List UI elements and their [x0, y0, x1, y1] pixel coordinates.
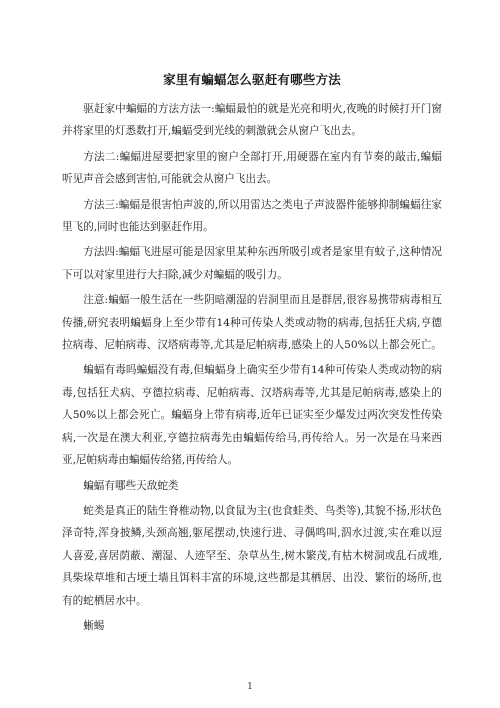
page-number: 1: [247, 682, 253, 692]
paragraph-snakes: 蛇类是真正的陆生脊椎动物,以食鼠为主(也食蛙类、鸟类等),其貌不扬,形状色泽奇特,浑身披鳞,头颈高翘,躯尾摆动,快速行进、寻偶鸣叫,泅水过渡,实在难以逗人喜爱,喜居荫蔽、潮湿、人迹罕至、杂草丛生,树木繁茂,有枯木树洞或乱石成堆,具柴垛草堆和古埂土墙且饵料丰富的环境,这些都是其栖居、出没、繁衍的场所,也有的蛇栖居水中。: [62, 504, 442, 607]
paragraph-method-four: 方法四:蝙蝠飞进屋可能是因家里某种东西所吸引或者是家里有蚊子,这种情况下可以对家里进行大扫除,减少对蝙蝠的吸引力。: [62, 246, 442, 281]
document-title: 家里有蝙蝠怎么驱赶有哪些方法: [163, 72, 341, 87]
paragraph-note: 注意:蝙蝠一般生活在一些阴暗潮湿的岩洞里而且是群居,很容易携带病毒相互传播,研究表明蝙蝠身上至少带有14种可传染人类或动物的病毒,包括狂犬病,亨德拉病毒、尼帕病毒、汉塔病毒等,尤其是尼帕病毒,感染上的人50%以上都会死亡。: [62, 294, 442, 352]
paragraph-method-one: 驱赶家中蝙蝠的方法方法一:蝙蝠最怕的就是光亮和明火,夜晚的时候打开门窗并将家里的灯悉数打开,蝙蝠受到光线的刺激就会从窗户飞出去。: [62, 103, 442, 138]
paragraph-lizards: 蜥蜴: [83, 619, 105, 632]
paragraph-toxicity: 蝙蝠有毒吗蝙蝠没有毒,但蝙蝠身上确实至少带有14种可传染人类或动物的病毒,包括狂犬病、亨德拉病毒、尼帕病毒、汉塔病毒等,尤其是尼帕病毒,感染上的人50%以上都会死亡。蝙蝠身上带有病毒,近年已证实至少爆发过两次突发性传染病,一次是在澳大利亚,亨德拉病毒先由蝙蝠传给马,再传给人。另一次是在马来西亚,尼帕病毒由蝙蝠传给猪,再传给人。: [62, 364, 442, 467]
paragraph-method-two: 方法二:蝙蝠进屋要把家里的窗户全部打开,用硬器在室内有节奏的敲击,蝙蝠听见声音会感到害怕,可能就会从窗户飞出去。: [62, 150, 442, 186]
paragraph-predators-heading: 蝙蝠有哪些天敌蛇类: [83, 479, 179, 492]
paragraph-method-three: 方法三:蝙蝠是很害怕声波的,所以用雷达之类电子声波器件能够抑制蝙蝠往家里飞的,同时也能达到驱赶作用。: [62, 198, 442, 234]
